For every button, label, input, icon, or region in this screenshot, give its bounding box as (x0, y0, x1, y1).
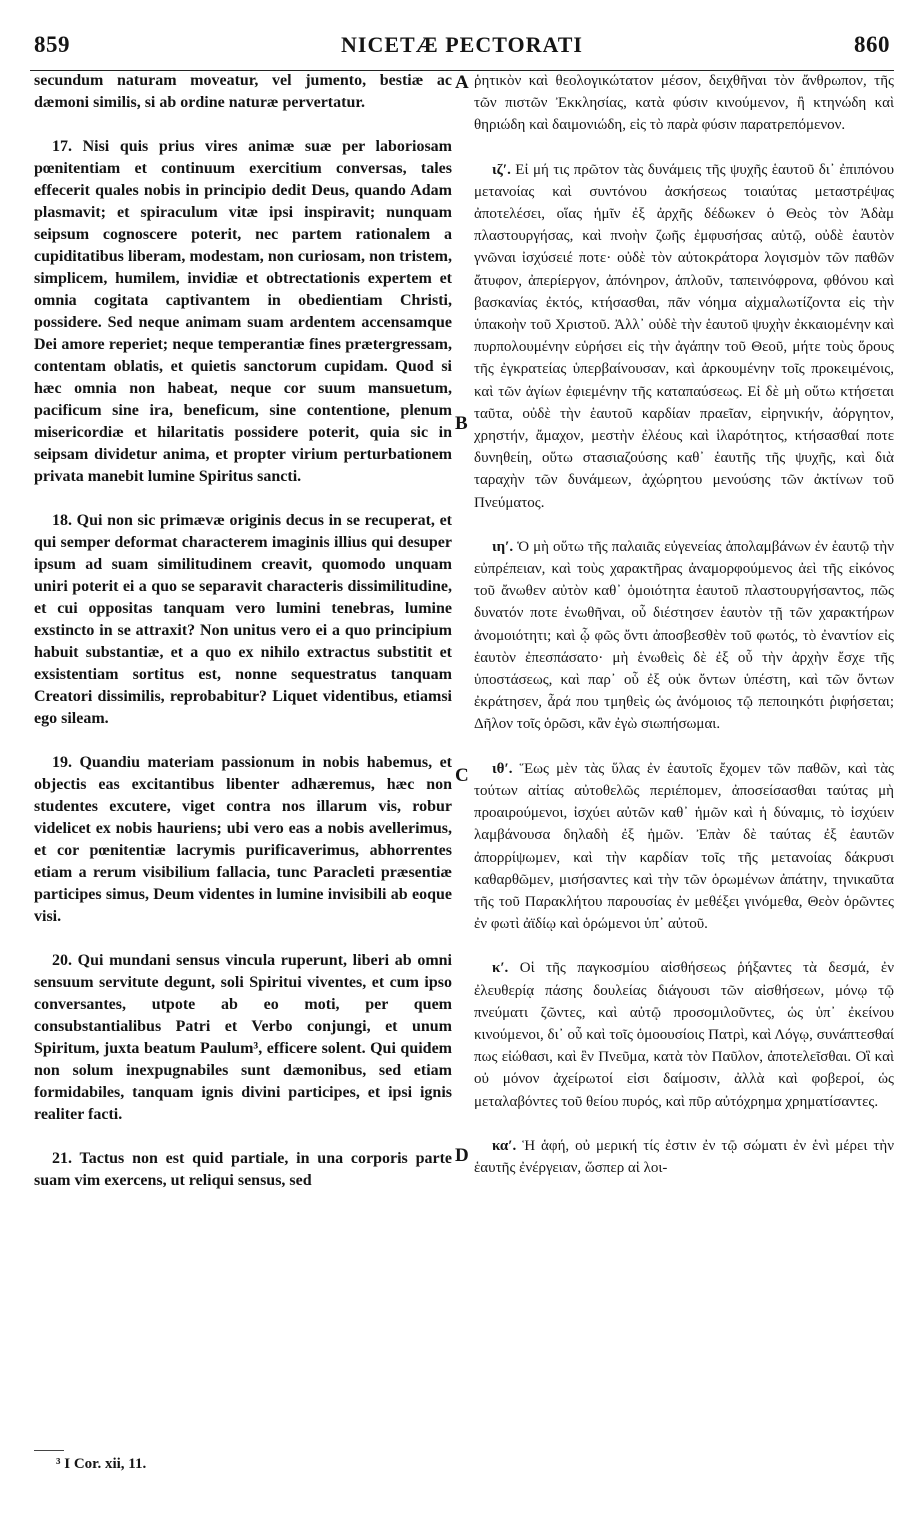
greek-paragraph-18: ιηʹ. Ὁ μὴ οὕτω τῆς παλαιᾶς εὐγενείας ἀπολαμβάνων ἐν ἑαυτῷ τὴν εὐπρέπειαν, καὶ τοὺς χαρακτῆρας ἀναμορφούμενος ἀεὶ τῆς εἰκόνος τοῦ ἄνωθεν αὐτὸν καθ᾿ ὁμοιότητα ἑαυτοῦ πλαστουργήσαντος, πῶς δυνατόν ποτε ἑνωθῆναι, οὗ διέστησεν ἑαυτὸν τῇ τῶν χαρακτήρων ἀνομοιότητι; καὶ ᾧ φῶς ὄντι ἀποσβεσθὲν τοῦ φωτός, τὸ ἐναντίον εἰς ἑαυτὸν ἐπεσπάσατο· μὴ ἑνωθεὶς δὲ ἐξ οὗ τὴν ἀρχὴν ἔσχε τῆς ὑποστάσεως, καὶ παρ᾿ οὗ ἐξ οὐκ ὄντων ὑπέστη, καὶ τῶν ὄντων ἐκράτησεν, ἆρά που τμηθεὶς ὡς ἀνόμοιος τῷ πεποιηκότι ῥιφήσεται; Δῆλον τοῖς ὁρῶσι, κἂν ἐγὼ σιωπήσωμαι. (474, 538, 895, 733)
margin-marker-d: D (455, 1145, 469, 1166)
running-title: NICETÆ PECTORATI (341, 32, 583, 57)
margin-marker-a: A (455, 72, 469, 93)
latin-paragraph-21: 21. Tactus non est quid partiale, in una corporis parte suam vim exercens, ut reliqui sensus, sed (34, 1150, 452, 1189)
section-number: κʹ. (492, 960, 509, 977)
section-number: 20. (52, 952, 72, 969)
latin-paragraph-18: 18. Qui non sic primævæ originis decus in se recuperat, et qui semper deformat characterem imaginis illius qui desuper ipsum ad suam similitudinem creavit, quomodo unquam uniri poterit ei a quo se separavit characteris dissimilitudine, et cui oppositas tanquam vero lumini tenebras, lumine exstincto in se attraxit? Non unitus vero ei a quo principium habuit substantiæ, et a quo ex nihilo extractus substitit et exsistentiam sortitus est, nonne sequestratus tanquam Creatori dissimilis, reprobabitur? Liquet videntibus, etiamsi ego sileam. (34, 512, 452, 727)
section-number: καʹ. (492, 1137, 517, 1154)
greek-paragraph-20: κʹ. Οἱ τῆς παγκοσμίου αἰσθήσεως ῥήξαντες τὰ δεσμά, ἐν ἐλευθερίᾳ πάσης δουλείας διάγουσι τῶν αἰσθήσεων, μόνῳ τῷ πνεύματι ζῶντες, καὶ αὐτῷ προσομιλοῦντες, ὡς ὑπ᾿ ἐκείνου κινούμενοι, δι᾿ οὗ καὶ τοῖς ὁμοουσίοις Πατρὶ, καὶ Λόγῳ, συνάπτεσθαί πως εἰώθασι, καὶ ἓν Πνεῦμα, κατὰ τὸν Παῦλον, ἀποτελεῖσθαι. Οἳ καὶ οὐ μόνον ἀχείρωτοί εἰσι δαίμοσιν, ἀλλὰ καὶ φοβεροί, ὡς μεταλαβόντες τοῦ θείου πυρός, καὶ πῦρ αὐτόχρημα χρηματίσαντες. (474, 960, 894, 1110)
greek-paragraph-19: ιθʹ. Ἕως μὲν τὰς ὕλας ἐν ἑαυτοῖς ἔχομεν τῶν παθῶν, καὶ τὰς τούτων αἰτίας αὐτοθελῶς περιέπομεν, ἀποσείσασθαι ταύτας μὴ προαιρούμενοι, ἰσχύει αὐτῶν καθ᾿ ἡμῶν καὶ ἡ δύναμις, τὸ ἰσχύειν λαμβάνουσα δηλαδὴ ἐξ ἡμῶν. Ἐπὰν δὲ ταύτας ἐξ ἑαυτῶν ἀπορρίψωμεν, καὶ τὴν καρδίαν τοῖς τῆς μετανοίας δάκρυσι καθαρθῶμεν, μισήσαντες καὶ τὴν τῶν ὁρωμένων ἀπάτην, τηνικαῦτα τῆς τοῦ Παρακλήτου παρουσίας ἐν μεθέξει γινόμεθα, Θεὸν ὁρῶντες ἐν φωτὶ ἀϊδίῳ καὶ ὁρώμενοι ὑπ᾿ αὐτοῦ. (474, 760, 894, 933)
page-header (30, 30, 894, 71)
section-number: ιζʹ. (492, 161, 511, 178)
greek-paragraph-21: καʹ. Ἡ ἁφή, οὐ μερική τίς ἐστιν ἐν τῷ σώματι ἐν ἑνὶ μέρει τὴν ἑαυτῆς ἐνέργειαν, ὥσπερ αἱ λοι- (474, 1137, 894, 1176)
latin-paragraph: secundum naturam moveatur, vel jumento, bestiæ ac dæmoni similis, si ab ordine naturæ pervertatur. (34, 72, 452, 111)
page-number-left: 859 (34, 32, 70, 57)
greek-paragraph: ῥητικὸν καὶ θεολογικώτατον μέσον, δειχθῆναι τὸν ἄνθρωπον, τῆς τῶν πιστῶν Ἐκκλησίας, κατὰ φύσιν κινούμενον, ἢ κτηνώδη καὶ θηριώδη καὶ δαιμονιώδη, εἰς τὸ παρὰ φύσιν παρατρεπόμενον. (474, 73, 894, 134)
latin-paragraph-17: 17. Nisi quis prius vires animæ suæ per laboriosam pœnitentiam et continuum exercitium conversas, tales effecerit quales nobis in principio dedit Deus, quando Adam plasmavit; et spiraculum vitæ ipsi inspiravit; nunquam seipsum cognoscere poterit, nec partem rationalem a cupiditatibus liberam, modestam, non curiosam, non tristem, simplicem, humilem, invidiæ et obtrectationis expertem et omnia cogitata captivantem in obedientiam Christi, possidere. Sed neque animam suam ardentem accensamque Dei amore reperiet; neque temperantiæ fines prætergressam, contentam oblatis, et quietis sanctorum cupidam. Quod si hæc omnia non habeat, neque cor suum mansuetum, pacificum sine ira, beneficum, sine contentione, plenum misericordiæ et hilaritatis possidere poterit, quia sic in seipsam dividetur anima, et propter virium perturbationem privata manebit lumine Spiritus sancti. (34, 138, 453, 485)
latin-paragraph-19: 19. Quandiu materiam passionum in nobis habemus, et objectis eas excitantibus libenter adhæremus, hæc non studentes excutere, viget contra nos illarum vis, robur videlicet ex nobis hauriens; ubi vero eas a nobis avellerimus, et cor pœnitentiæ lacrymis purificaverimus, abhorrentes etiam a rerum visibilium fallacia, tunc Paracleti præsentiæ participes simus, Deum videntes in lumine invisibili ab eoque visi. (34, 754, 452, 925)
section-number: 21. (52, 1150, 72, 1167)
latin-paragraph-20: 20. Qui mundani sensus vincula ruperunt, liberi ab omni sensuum servitute degunt, soli Spiritui viventes, et cum ipso conversantes, utpote ab eo moti, per quem consubstantialibus Patri et Verbo conjungi, et unum Spiritum, juxta beatum Paulum³, efficere solent. Qui quidem non solum inexpugnabiles sunt dæmonibus, sed etiam formidabiles, tanquam ignis divini participes, et ipsi ignis realiter facti. (34, 952, 452, 1123)
greek-column (474, 70, 894, 1181)
margin-marker-c: C (455, 765, 469, 786)
page-number-right: 860 (854, 32, 890, 57)
footnote-rule (34, 1450, 64, 1451)
margin-marker-b: B (455, 413, 468, 434)
latin-column (34, 70, 452, 1194)
greek-paragraph-17: ιζʹ. Εἰ μή τις πρῶτον τὰς δυνάμεις τῆς ψυχῆς ἑαυτοῦ δι᾿ ἐπιπόνου μετανοίας καὶ συντόνου ἀσκήσεως τοιαύτας μεταστρέψας ἀποτελέσει, οἵας ἡμῖν ἐξ ἀρχῆς δέδωκεν ὁ Θεὸς τὸν Ἀδὰμ πλαστουργήσας, καὶ πνοὴν ζωῆς ἐμφυσήσας αὐτῷ, οὐδὲ ἑαυτὸν γνῶναι ἰσχύσειέ ποτε· οὐδὲ τὸν αὐτοκράτορα λογισμὸν τῶν παθῶν ἄτυφον, ἀπερίεργον, ἀπόνηρον, ἁπλοῦν, ταπεινόφρονα, φθόνου καὶ βασκανίας ἐκτός, κτήσασθαι, πᾶν νόημα αἰχμαλωτίζοντα εἰς τὴν ὑπακοὴν τοῦ Χριστοῦ. Ἀλλ᾿ οὐδὲ τὴν ἑαυτοῦ ψυχὴν ἐκκαιομένην καὶ πυρπολουμένην εὑρήσει εἰς τὴν ἀγάπην τοῦ Θεοῦ, μήτε τοὺς ὅρους τῆς ἐγκρατείας ὑπερβαίνουσαν, καὶ ἀρκουμένην τοῖς προκειμένοις, καὶ τῶν ἁγίων ἐφιεμένην τῆς καταπαύσεως. Εἰ δὲ μὴ οὕτω κτήσεται ταῦτα, οὐδὲ τὴν ἑαυτοῦ καρδίαν πραεῖαν, εἰρηνικήν, ἀόργητον, χρηστήν, ἄμαχον, μεστὴν ἐλέους καὶ ἱλαρότητος, κτήσασθαί ποτε δυνηθείη, οὕτω στασιαζούσης καθ᾿ ἑαυτῆς τῆς ψυχῆς, καὶ διὰ ταραχὴν τῶν δυνάμεων, ἀχώρητου μενούσης τῶν ἀκτίνων τοῦ Πνεύματος. (474, 161, 894, 511)
section-number: ιηʹ. (492, 538, 514, 555)
section-number: 17. (52, 138, 72, 155)
section-number: ιθʹ. (492, 760, 513, 777)
section-number: 18. (52, 512, 72, 529)
footnote: ³ I Cor. xii, 11. (56, 1456, 147, 1472)
section-number: 19. (52, 754, 72, 771)
